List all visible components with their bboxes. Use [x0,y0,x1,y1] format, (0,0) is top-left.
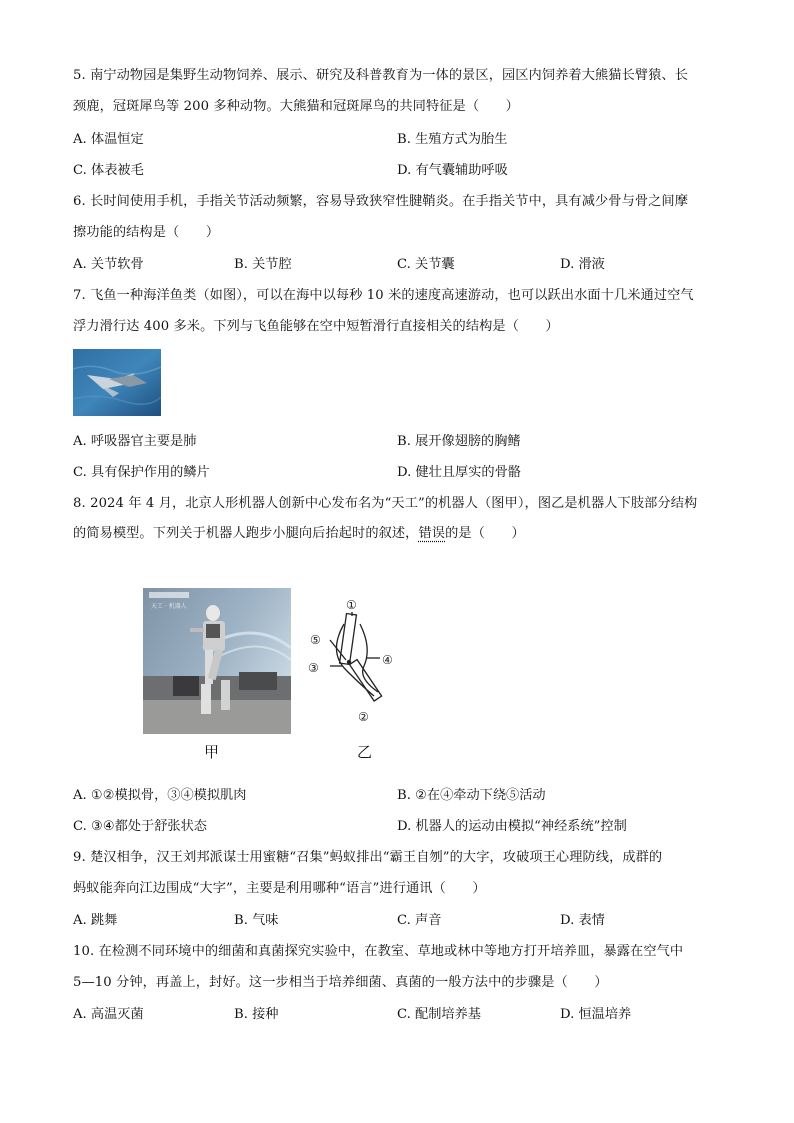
limb-model-diagram [300,592,410,732]
q9-option-a: A. 跳舞 [73,913,118,928]
q8-stem-line2 [73,524,525,544]
label-2: ② [358,710,369,724]
q7-option-c: C. 具有保护作用的鳞片 [73,465,210,480]
label-4: ④ [382,653,393,667]
label-5: ⑤ [310,633,321,647]
q10-option-b: B. 接种 [234,1007,279,1022]
joint-dot [347,660,351,664]
q8-option-d: D. 机器人的运动由模拟“神经系统”控制 [397,819,627,834]
bone-upper [340,614,357,665]
q7-option-d: D. 健壮且厚实的骨骼 [397,465,521,480]
q9-stem-line2: 蚂蚁能奔向江边围成“大字”，主要是利用哪种“语言”进行通讯（ ） [73,881,486,896]
q10-stem-line1: 10. 在检测不同环境中的细菌和真菌探究实验中，在教室、草地或林中等地方打开培养皿，暴露在空气中 [73,944,684,959]
robot-photo [143,588,291,734]
q9-option-b: B. 气味 [234,913,279,928]
q7-stem-line1: 7. 飞鱼一种海洋鱼类（如图），可以在海中以每秒 10 米的速度高速游动，也可以跃出水面十几米通过空气 [73,288,694,303]
q9-option-c: C. 声音 [397,913,442,928]
q8-emphasis-mark: 错误 [418,526,446,541]
q5-option-b: B. 生殖方式为胎生 [397,132,508,147]
q5-option-d: D. 有气囊辅助呼吸 [397,163,508,178]
q7-option-a: A. 呼吸器官主要是肺 [73,434,197,449]
q5-option-a: A. 体温恒定 [73,132,144,147]
q8-option-a: A. ①②模拟骨，③④模拟肌肉 [73,788,247,803]
figure-jia-label: 甲 [204,743,220,761]
q8-stem-line2-pre: 的简易模型。下列关于机器人跑步小腿向后抬起时的叙述， [73,526,419,541]
q6-option-c: C. 关节囊 [397,257,455,272]
q10-option-a: A. 高温灭菌 [73,1007,144,1022]
q7-stem-line2: 浮力滑行达 400 多米。下列与飞鱼能够在空中短暂滑行直接相关的结构是（ ） [73,319,559,334]
q5-stem-line1: 5. 南宁动物园是集野生动物饲养、展示、研究及科普教育为一体的景区，园区内饲养着大熊猫长臂猿、长 [73,68,689,83]
label-1: ① [346,598,357,612]
q9-option-d: D. 表情 [560,913,605,928]
robot-image [143,588,291,734]
figure-yi-label: 乙 [357,743,373,761]
limb-model-svg [300,592,410,732]
q6-option-d: D. 滑液 [560,257,605,272]
flying-fish-photo [73,349,161,416]
q10-option-d: D. 恒温培养 [560,1007,632,1022]
q8-stem-line1: 8. 2024 年 4 月，北京人形机器人创新中心发布名为“天工”的机器人（图甲），图乙是机器人下肢部分结构 [73,496,698,511]
q10-stem-line2: 5—10 分钟，再盖上，封好。这一步相当于培养细菌、真菌的一般方法中的步骤是（ ） [73,975,608,990]
q6-option-a: A. 关节软骨 [73,257,144,272]
flying-fish-image [73,349,161,416]
q6-option-b: B. 关节腔 [234,257,292,272]
q5-stem-line2: 颈鹿，冠斑犀鸟等 200 多种动物。大熊猫和冠斑犀鸟的共同特征是（ ） [73,99,519,114]
q7-option-b: B. 展开像翅膀的胸鳍 [397,434,521,449]
q6-stem-line1: 6. 长时间使用手机，手指关节活动频繁，容易导致狭窄性腱鞘炎。在手指关节中，具有减少骨与骨之间摩 [73,194,689,209]
q6-stem-line2: 擦功能的结构是（ ） [73,225,220,240]
q5-option-c: C. 体表被毛 [73,163,144,178]
q8-option-b: B. ②在④牵动下绕⑤活动 [397,788,546,803]
q8-stem-line2-post: 的是（ ） [445,526,525,541]
q10-option-c: C. 配制培养基 [397,1007,481,1022]
q8-option-c: C. ③④都处于舒张状态 [73,819,207,834]
q9-stem-line1: 9. 楚汉相争，汉王刘邦派谋士用蜜糖“召集”蚂蚁排出“霸王自刎”的大字，攻破项王心理防线，成群的 [73,850,663,865]
label-3: ③ [308,661,319,675]
robot-photo-caption: 天工 · 机器人 [151,603,187,610]
